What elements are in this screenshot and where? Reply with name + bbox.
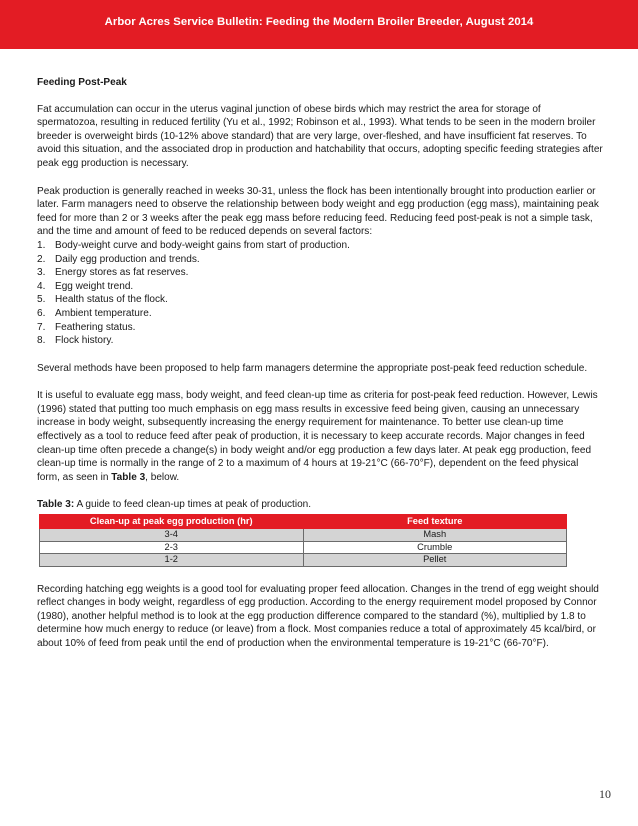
list-item: 2. Daily egg production and trends.: [37, 253, 200, 265]
list-item: 8. Flock history.: [37, 335, 114, 347]
column-header-texture: Feed texture: [303, 515, 567, 529]
table-cell: Mash: [303, 529, 567, 541]
paragraph-fat-accumulation: Fat accumulation can occur in the uterus vaginal junction of obese birds which may restrict the area for storage of spermatozoa, resulting in reduced fertility (Yu et al., 1992; Robinson et al., 1993). What tends to be seen in the modern broiler breeder is overweight birds (10-12% above standard) that are very large, over-fleshed, and have insufficient fat reserves. To avoid this situation, and the associated drop in production and hatchability that occurs, adopting specific feeding strategies after peak egg production is necessary.: [37, 103, 603, 169]
table-cell: Crumble: [303, 541, 567, 553]
paragraph-evaluation: It is useful to evaluate egg mass, body weight, and feed clean-up time as criteria for post-peak feed reduction. However, Lewis (1996) stated that putting too much emphasis on egg mass results in excessive feed being given, causing an unnecessary increase in body weight, subsequently increasing the energy requirement for maintenance. To better use clean-up time effectively as a tool to reduce feed after peak of production, it is necessary to keep accurate records. Major changes in feed clean-up time often precede a change(s) in body weight and/or egg production a few days later. At peak egg production, feed clean-up time is normally in the range of 2 to a maximum of 4 hours at 19-21°C (66-70°F), dependent on the feed physical form, as seen in Table 3, below.: [37, 390, 598, 483]
page-number: 10: [599, 787, 611, 801]
factors-list: [37, 239, 603, 348]
table-reference: Table 3: [111, 471, 146, 483]
paragraph-methods: Several methods have been proposed to help farm managers determine the appropriate post-peak feed reduction schedule.: [37, 362, 588, 374]
table-cell: 2-3: [40, 541, 304, 553]
list-item: 4. Egg weight trend.: [37, 280, 134, 292]
table-row: [40, 554, 567, 566]
paragraph-hatching-egg-weights: Recording hatching egg weights is a good tool for evaluating proper feed allocation. Changes in the trend of egg weight should reflect changes in body weight, regardless of egg production. According to the energy requirement model proposed by Connor (1980), another helpful method is to look at the egg production difference compared to the standard (%), multiplied by 1.8 to determine how much energy to reduce (or leave) from a flock. Most companies reduce a total of approximately 45 kcal/bird, or about 10% of feed from peak until the end of production when the environmental temperature is 19-21°C (66-70°F).: [37, 583, 599, 650]
feed-cleanup-table: [39, 514, 567, 567]
document-body: [37, 76, 603, 665]
section-heading: Feeding Post-Peak: [37, 77, 127, 88]
list-item: 5. Health status of the flock.: [37, 294, 168, 306]
paragraph-peak-production: Peak production is generally reached in weeks 30-31, unless the flock has been intentionally brought into production earlier or later. Farm managers need to observe the relationship between body weight and egg production (egg mass), maintaining peak feed for more than 2 or 3 weeks after the peak egg mass before reducing feed. Reducing feed post-peak is not a simple task, and the time and amount of feed to be reduced depends on several factors:: [37, 185, 599, 238]
list-item: 3. Energy stores as fat reserves.: [37, 267, 189, 279]
column-header-cleanup: Clean-up at peak egg production (hr): [40, 515, 304, 529]
list-item: 1. Body-weight curve and body-weight gains from start of production.: [37, 239, 350, 251]
list-item: 7. Feathering status.: [37, 321, 136, 333]
list-item: 6. Ambient temperature.: [37, 307, 152, 319]
table-cell: 3-4: [40, 529, 304, 541]
table-header-row: [40, 515, 567, 529]
table-cell: Pellet: [303, 554, 567, 566]
table-row: [40, 529, 567, 541]
table-caption: Table 3: A guide to feed clean-up times at peak of production.: [37, 499, 312, 511]
bulletin-title: Arbor Acres Service Bulletin: Feeding the Modern Broiler Breeder, August 2014: [104, 16, 534, 28]
header-banner: [0, 0, 638, 49]
table-cell: 1-2: [40, 554, 304, 566]
table-row: [40, 541, 567, 553]
